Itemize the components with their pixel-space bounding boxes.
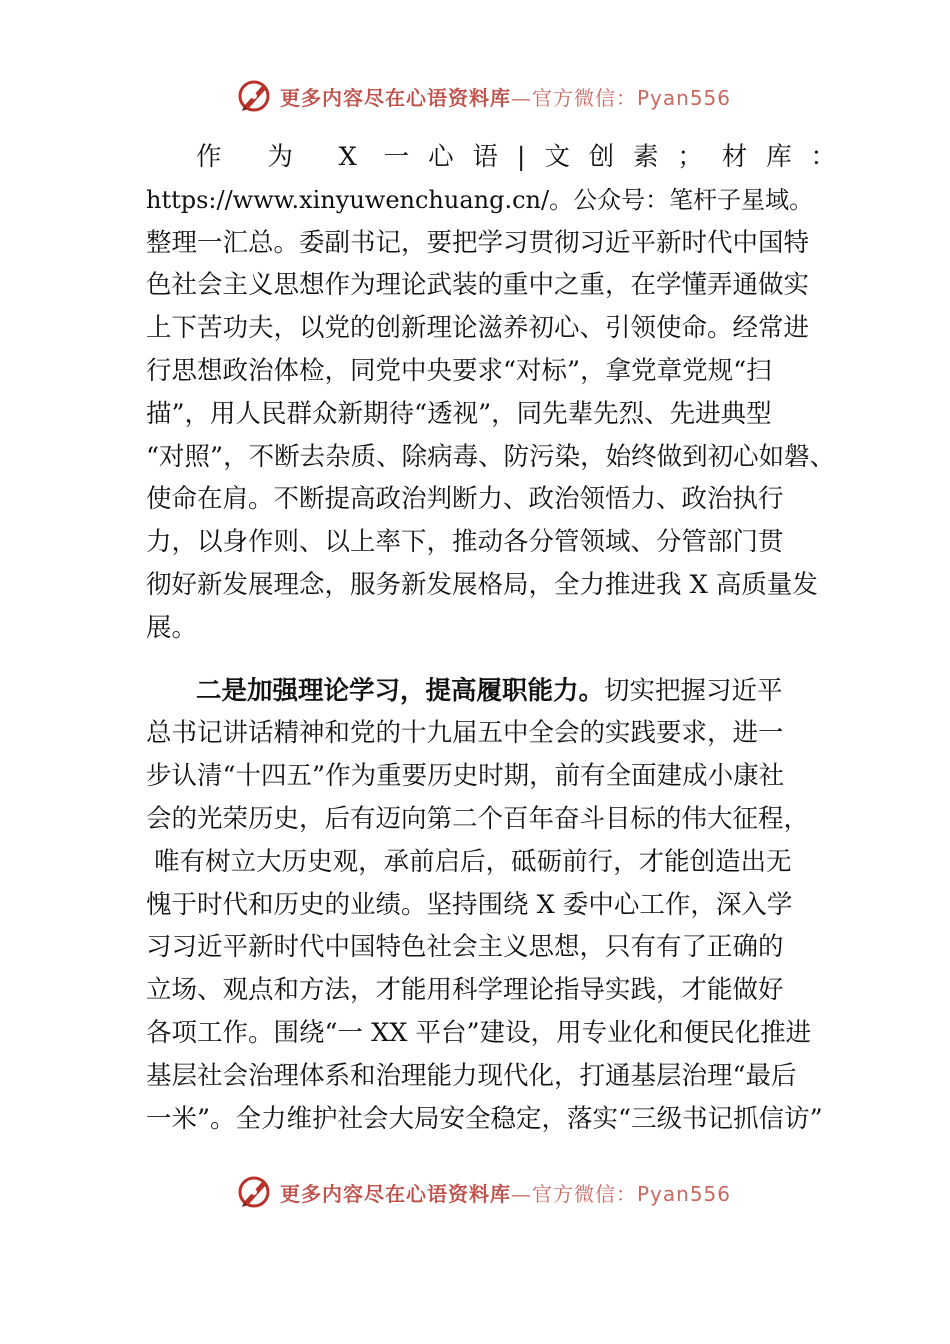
paragraph-2-line: 立场、观点和方法，才能用科学理论指导实践，才能做好 bbox=[146, 975, 784, 1006]
header-banner bbox=[236, 74, 756, 118]
paragraph-1-line: 整理一汇总。委副书记，要把学习贯彻习近平新时代中国特 bbox=[146, 227, 810, 258]
paragraph-1-line: 行思想政治体检，同党中央要求“对标”，拿党章党规“扫 bbox=[146, 355, 772, 386]
header-banner-main: 更多内容尽在心语资料库 bbox=[280, 85, 511, 110]
paragraph-1-line: 彻好新发展理念，服务新发展格局，全力推进我 X 高质量发 bbox=[146, 569, 818, 600]
document-body bbox=[146, 136, 836, 1140]
paragraph-2-line: 习习近平新时代中国特色社会主义思想，只有有了正确的 bbox=[146, 932, 784, 963]
paragraph-gap bbox=[146, 650, 836, 670]
header-banner-wechat-label: 官方微信： bbox=[532, 85, 637, 110]
paragraph-2-line: 会的光荣历史，后有迈向第二个百年奋斗目标的伟大征程， bbox=[146, 803, 810, 834]
footer-banner-wechat-id: Pyan556 bbox=[637, 1181, 732, 1206]
paragraph-1-line: “对照”，不断去杂质、除病毒、防污染，始终做到初心如磐、 bbox=[146, 441, 836, 472]
paragraph-2-line: 基层社会治理体系和治理能力现代化，打通基层治理“最后 bbox=[146, 1060, 797, 1091]
footer-banner-main: 更多内容尽在心语资料库 bbox=[280, 1181, 511, 1206]
paragraph-1-line: 作 为 X 一心语|文创素；材库： bbox=[196, 142, 836, 172]
footer-banner-text bbox=[280, 1178, 731, 1207]
paragraph-2-line: 步认清“十四五”作为重要历史时期，前有全面建成小康社 bbox=[146, 761, 785, 792]
paragraph-1-line: 上下苦功夫，以党的创新理论滋养初心、引领使命。经常进 bbox=[146, 313, 810, 344]
paragraph-1-line: https://www.xinyuwenchuang.cn/。公众号：笔杆子星域。 bbox=[146, 185, 814, 214]
paragraph-1-line: 力，以身作则、以上率下，推动各分管领域、分管部门贯 bbox=[146, 527, 784, 558]
paragraph-2-line: 唯有树立大历史观，承前启后，砥砺前行，才能创造出无 bbox=[146, 846, 792, 877]
paragraph-1-line: 色社会主义思想作为理论武装的重中之重，在学懂弄通做实 bbox=[146, 270, 810, 301]
pen-circle-logo-icon bbox=[236, 78, 272, 114]
paragraph-2-line: 总书记讲话精神和党的十九届五中全会的实践要求，进一 bbox=[146, 718, 784, 749]
header-banner-text bbox=[280, 82, 731, 111]
paragraph-2 bbox=[146, 670, 836, 1141]
paragraph-1-line: 展。 bbox=[146, 612, 198, 643]
paragraph-1-line: 使命在肩。不断提高政治判断力、政治领悟力、政治执行 bbox=[146, 484, 784, 515]
paragraph-2-line: 一米”。全力维护社会大局安全稳定，落实“三级书记抓信访” bbox=[146, 1103, 823, 1134]
paragraph-1-line: 描”，用人民群众新期待“透视”，同先辈先烈、先进典型 bbox=[146, 398, 772, 429]
paragraph-2-first-line-rest: 切实把握习近平 bbox=[604, 675, 783, 706]
pen-circle-logo-icon bbox=[236, 1174, 272, 1210]
paragraph-2-heading: 二是加强理论学习，提高履职能力。 bbox=[196, 675, 605, 706]
footer-banner-wechat-label: 官方微信： bbox=[532, 1181, 637, 1206]
paragraph-2-line: 各项工作。围绕“一 XX 平台”建设，用专业化和便民化推进 bbox=[146, 1017, 812, 1048]
header-banner-sep: — bbox=[511, 85, 532, 110]
paragraph-2-first-line bbox=[146, 670, 836, 713]
header-banner-wechat-id: Pyan556 bbox=[637, 85, 732, 110]
footer-banner-sep: — bbox=[511, 1181, 532, 1206]
footer-banner bbox=[236, 1170, 756, 1214]
paragraph-2-line: 愧于时代和历史的业绩。坚持围绕 X 委中心工作，深入学 bbox=[146, 889, 793, 920]
paragraph-1 bbox=[146, 136, 836, 650]
